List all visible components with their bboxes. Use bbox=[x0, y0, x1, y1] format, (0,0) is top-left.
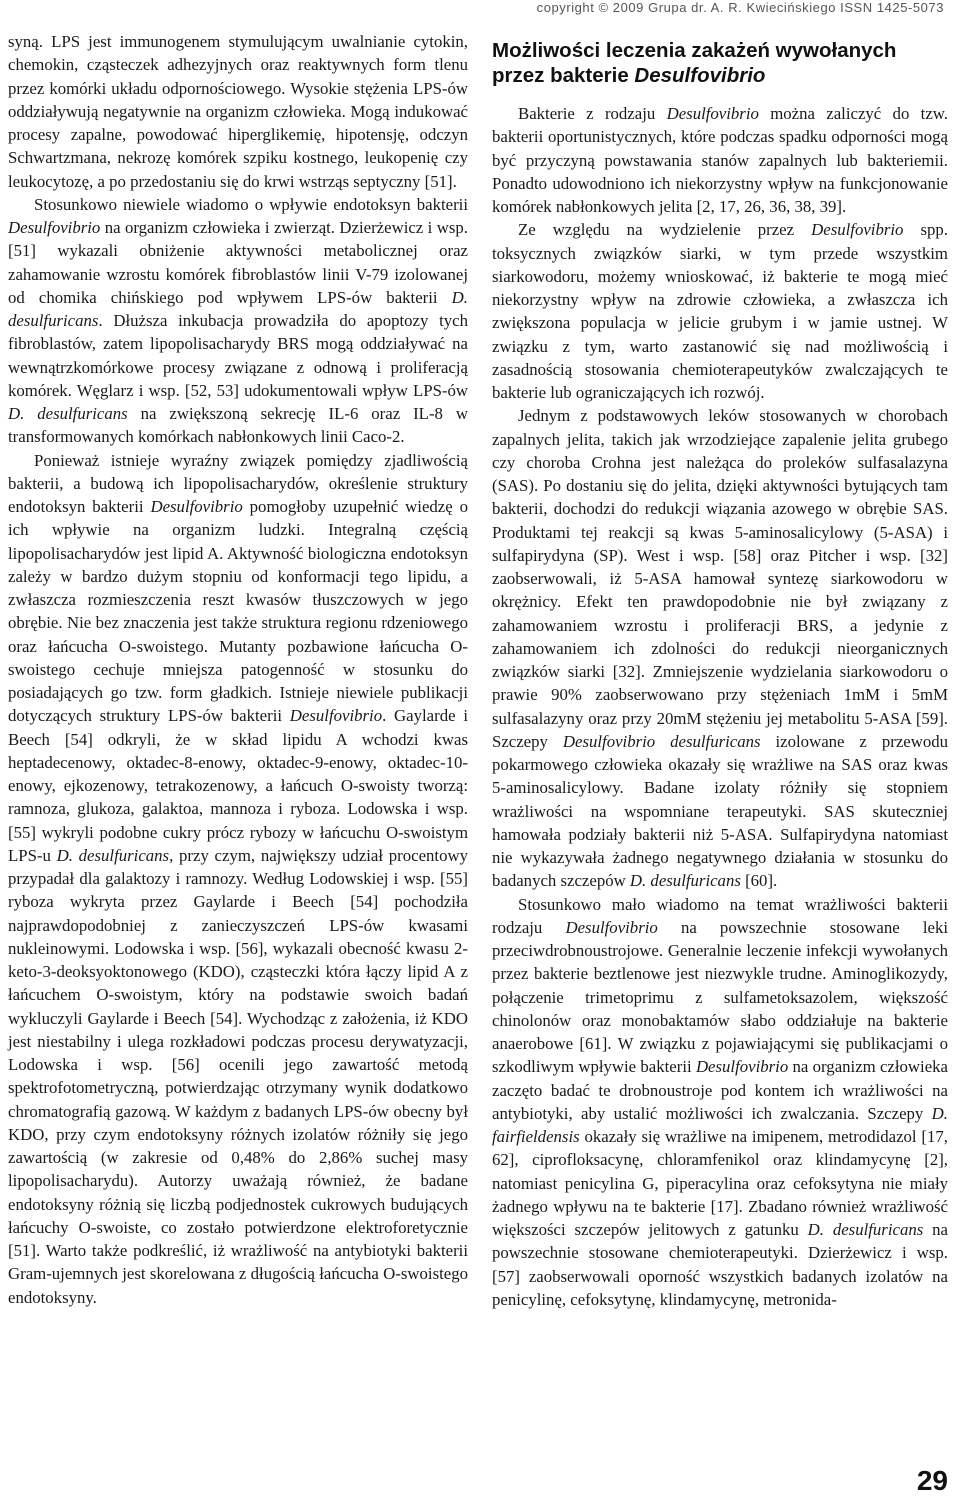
paragraph bbox=[492, 893, 948, 1312]
text-run: pomogłoby uzupełnić wiedzę o ich wpływie na organizm ludzki. Integralną częścią lipopolisacharydów jest lipid A. Aktywność biologiczna endotoksyn zależy w bardzo dużym stopniu od konformacji tego lipidu, a zwłaszcza rozmieszczenia reszt kwasów tłuszczowych w jego obrębie. Nie bez znaczenia jest także struktura regionu rdzeniowego oraz łańcucha O-swoistego. Mutanty pozbawione łańcucha O-swoistego cechuje mniejsza patogenność w stosunku do posiadających go tzw. form gładkich. Istnieje niewiele publikacji dotyczących struktury LPS-ów bakterii bbox=[8, 497, 468, 726]
text-run: Ponieważ istnieje wyraźny związek pomiędzy zjadliwością bakterii, a budową ich lipopolisacharydów, określenie struktury endotoksyn bakterii bbox=[8, 450, 468, 516]
paragraph bbox=[8, 449, 468, 1309]
heading-italic-term: Desulfovibrio bbox=[634, 64, 766, 87]
italic-term: Desulfovibrio bbox=[289, 706, 383, 726]
italic-term: Desulfovibrio bbox=[565, 917, 658, 937]
text-run: Bakterie z rodzaju bbox=[518, 104, 667, 123]
text-run: Stosunkowo niewiele wiadomo o wpływie endotoksyn bakterii bbox=[34, 194, 468, 214]
italic-term: Desulfovibrio bbox=[150, 497, 243, 516]
paragraph bbox=[492, 404, 948, 892]
italic-term: Desulfovibrio bbox=[695, 1057, 789, 1077]
italic-term: D. fairfieldensis bbox=[492, 1103, 948, 1146]
italic-term: D. desulfuricans bbox=[629, 871, 741, 891]
text-run: można zaliczyć do tzw. bakterii oportunistycznych, które podczas spadku odporności mogą być przyczyną powstawania stanów zapalnych lub bakteriemii. Ponadto udowodniono ich niekorzystny wpływ na funkcjonowanie komórek nabłonkowych jelita [2, 17, 26, 36, 38, 39]. bbox=[492, 104, 948, 216]
copyright-notice: copyright © 2009 Grupa dr. A. R. Kwiecińskiego ISSN 1425-5073 bbox=[536, 0, 944, 15]
italic-term: Desulfovibrio desulfuricans bbox=[562, 731, 761, 751]
text-run: na powszechnie stosowane leki przeciwdrobnoustrojowe. Generalnie leczenie infekcji wywołanych przez bakterie beztlenowe jest niezwykle trudne. Aminoglikozydy, połączenie trimetoprimu z sulfametoksazolem, większość chinolonów oraz monobaktamów słabo oddziałuje na bakterie anaerobowe [61]. W związku z pojawiającymi się publikacjami o szkodliwym wpływie bakterii bbox=[492, 917, 948, 1077]
paragraph bbox=[492, 102, 948, 218]
paragraph bbox=[8, 193, 468, 449]
page-number: 29 bbox=[916, 1465, 948, 1496]
text-run: izolowane z przewodu pokarmowego człowieka okazały się wrażliwe na SAS oraz kwas 5-aminosalicylowy. Badane izolaty różniły się stopniem wrażliwości na wspomniane terapeutyki. SAS skuteczniej hamowała podziały bakterii niż 5-ASA. Sulfapirydyna natomiast nie wykazywała żadnego negatywnego działania w stosunku do badanych szczepów bbox=[492, 731, 949, 891]
text-run: Ze względu na wydzielenie przez bbox=[518, 220, 812, 240]
paragraph bbox=[492, 218, 948, 404]
italic-term: Desulfovibrio bbox=[666, 104, 759, 123]
text-run: Stosunkowo mało wiadomo na temat wrażliwości bakterii rodzaju bbox=[492, 894, 948, 937]
italic-term: Desulfovibrio bbox=[811, 220, 904, 240]
text-run: . Gaylarde i Beech [54] odkryli, że w skład lipidu A wchodzi kwas heptadecenowy, oktadec-8-enowy, oktadec-9-enowy, oktadec-10-enowy, ejkozenowy, tetrakozenowy, a łańcuch O-swoisty tworzą: ramnoza, glukoza, galaktoa, mannoza i ryboza. Lodowska i wsp. [55] wykryli podobne cukry prócz rybozy w łańcuchu O-swoistym LPS-u bbox=[8, 706, 468, 865]
text-run: na zwiększoną sekrecję IL-6 oraz IL-8 w transformowanych komórkach nabłonkowych linii Caco-2. bbox=[8, 404, 468, 447]
section-heading bbox=[492, 38, 948, 88]
text-run: , przy czym, największy udział procentowy przypadał dla galaktozy i ramnozy. Według Lodowskiej i wsp. [55] ryboza wykryta przez Gaylarde i Beech [54] pochodziła najprawdopodobniej z zanieczyszczeń LPS-ów kwasami nukleinowymi. Lodowska i wsp. [56], wykazali obecność kwasu 2-keto-3-deoksyoktonowego (KDO), cząsteczki która łączy lipid A z łańcuchem O-swoistym, który na podstawie swoich badań wykluczyli Gaylarde i Beech [54]. Wychodząc z założenia, iż KDO jest niestabilny i ulega rozkładowi podczas procesu derywatyzacji, Lodowska i wsp. [56] ocenili jego zawartość metodą spektrofotometryczną, potwierdzając otrzymany wynik dodatkowo chromatografią gazową. W każdym z badanych LPS-ów obecny był KDO, przy czym endotoksyny różnych izolatów różniły się jego zawartością (w zakresie od 0,48% do 2,86% suchej masy lipopolisacharydu). Autorzy uważają również, że badane endotoksyny różnią się liczbą podjednostek cukrowych budujących łańcuchy O-swoiste, co zostało potwierdzone elektroforetycznie [51]. Warto także podkreślić, iż wrażliwość na antybiotyki bakterii Gram-ujemnych jest skorelowana z długością łańcucha O-swoistego endotoksyny. bbox=[8, 845, 468, 1307]
left-column bbox=[8, 30, 468, 1309]
italic-term: D. desulfuricans bbox=[807, 1220, 924, 1239]
italic-term: D. desulfuricans bbox=[56, 845, 170, 865]
paragraph bbox=[8, 30, 468, 193]
heading-text: Możliwości leczenia zakażeń wywołanych przez bakterie bbox=[492, 39, 897, 87]
italic-term: Desulfovibrio bbox=[8, 218, 101, 237]
right-column bbox=[492, 30, 948, 1311]
text-run: spp. toksycznych związków siarki, w tym przede wszystkim siarkowodoru, możemy wnioskować, iż bakterie te mogą mieć niekorzystny wpływ na zdrowie człowieka, a zwłaszcza ich zwiększona populacja w jelicie grubym i w jamie ustnej. W związku z tym, warto zastanowić się nad możliwością i zasadnością stosowania chemioterapeutyków zwalczających te bakterie lub ograniczających ich rozwój. bbox=[492, 220, 948, 402]
text-run: syną. LPS jest immunogenem stymulującym uwalnianie cytokin, chemokin, cząsteczek adhezyjnych oraz reaktywnych form tlenu przez komórki układu odpornościowego. Wysokie stężenia LPS-ów oddziaływują negatywnie na organizm człowieka. Mogą indukować procesy zapalne, powodować hiperglikemię, hipotensję, odczyn Schwartzmana, nekrozę komórek szpiku kostnego, leukopenię czy leukocytozę, a po przedostaniu się do krwi wstrząs septyczny [51]. bbox=[8, 32, 468, 191]
text-run: na organizm człowieka zaczęto badać te drobnoustroje pod kontem ich wrażliwości na antybiotyki, aby ustalić możliwości ich zwalczania. Szczepy bbox=[492, 1057, 949, 1123]
text-run: Jednym z podstawowych leków stosowanych w chorobach zapalnych jelita, takich jak wrzodziejące zapalenie jelita grubego czy choroba Crohna jest należąca do proleków sulfasalazyna (SAS). Po dostaniu się do jelita, dzięki aktywności bytujących tam bakterii, dochodzi do redukcji wiązania azowego w obrębie SAS. Produktami tej reakcji są kwas 5-aminosalicylowy (5-ASA) i sulfapirydyna (SP). West i wsp. [58] oraz Pitcher i wsp. [32] zaobserwowali, iż 5-ASA hamował syntezę siarkowodoru w okrężnicy. Efekt ten prawdopodobnie nie był związany z zahamowaniem wzrostu i proliferacji BRS, a jedynie z zahamowaniem ich zdolności do redukcji nieorganicznych związków siarki [32]. Zmniejszenie wydzielania siarkowodoru o prawie 90% zaobserwowano przy stężeniach 1mM i 5mM sulfasalazyny oraz przy 20mM stężeniu jej metabolitu 5-ASA [59]. Szczepy bbox=[492, 406, 948, 751]
text-run: [60]. bbox=[740, 871, 778, 891]
italic-term: D. desulfuricans bbox=[8, 287, 468, 330]
text-run: okazały się wrażliwe na imipenem, metrodidazol [17, 62], ciprofloksacynę, chloramfenikol oraz klindamycynę [2], natomiast penicylina G, piperacylina oraz cefoksytyna nie miały żadnego wpływu na te bakterie [17]. Zbadano również wrażliwość większości szczepów jelitowych z gatunku bbox=[492, 1127, 948, 1239]
text-run: na powszechnie stosowane chemioterapeutyki. Dzierżewicz i wsp. [57] zaobserwowali oporność wszystkich badanych izolatów na penicylinę, cefoksytynę, klindamycynę, metronida- bbox=[492, 1220, 948, 1309]
text-run: . Dłuższa inkubacja prowadziła do apoptozy tych fibroblastów, zatem lipopolisacharydy BRS mogą oddziaływać na wewnątrzkomórkowe procesy związane z odnową i proliferacją komórek. Węglarz i wsp. [52, 53] udokumentowali wpływ LPS-ów bbox=[8, 311, 468, 400]
text-run: na organizm człowieka i zwierząt. Dzierżewicz i wsp. [51] wykazali obniżenie aktywności metabolicznej oraz zahamowanie wzrostu komórek fibroblastów linii V-79 izolowanej od chomika chińskiego pod wpływem LPS-ów bakterii bbox=[8, 218, 468, 307]
italic-term: D. desulfuricans bbox=[8, 404, 128, 423]
